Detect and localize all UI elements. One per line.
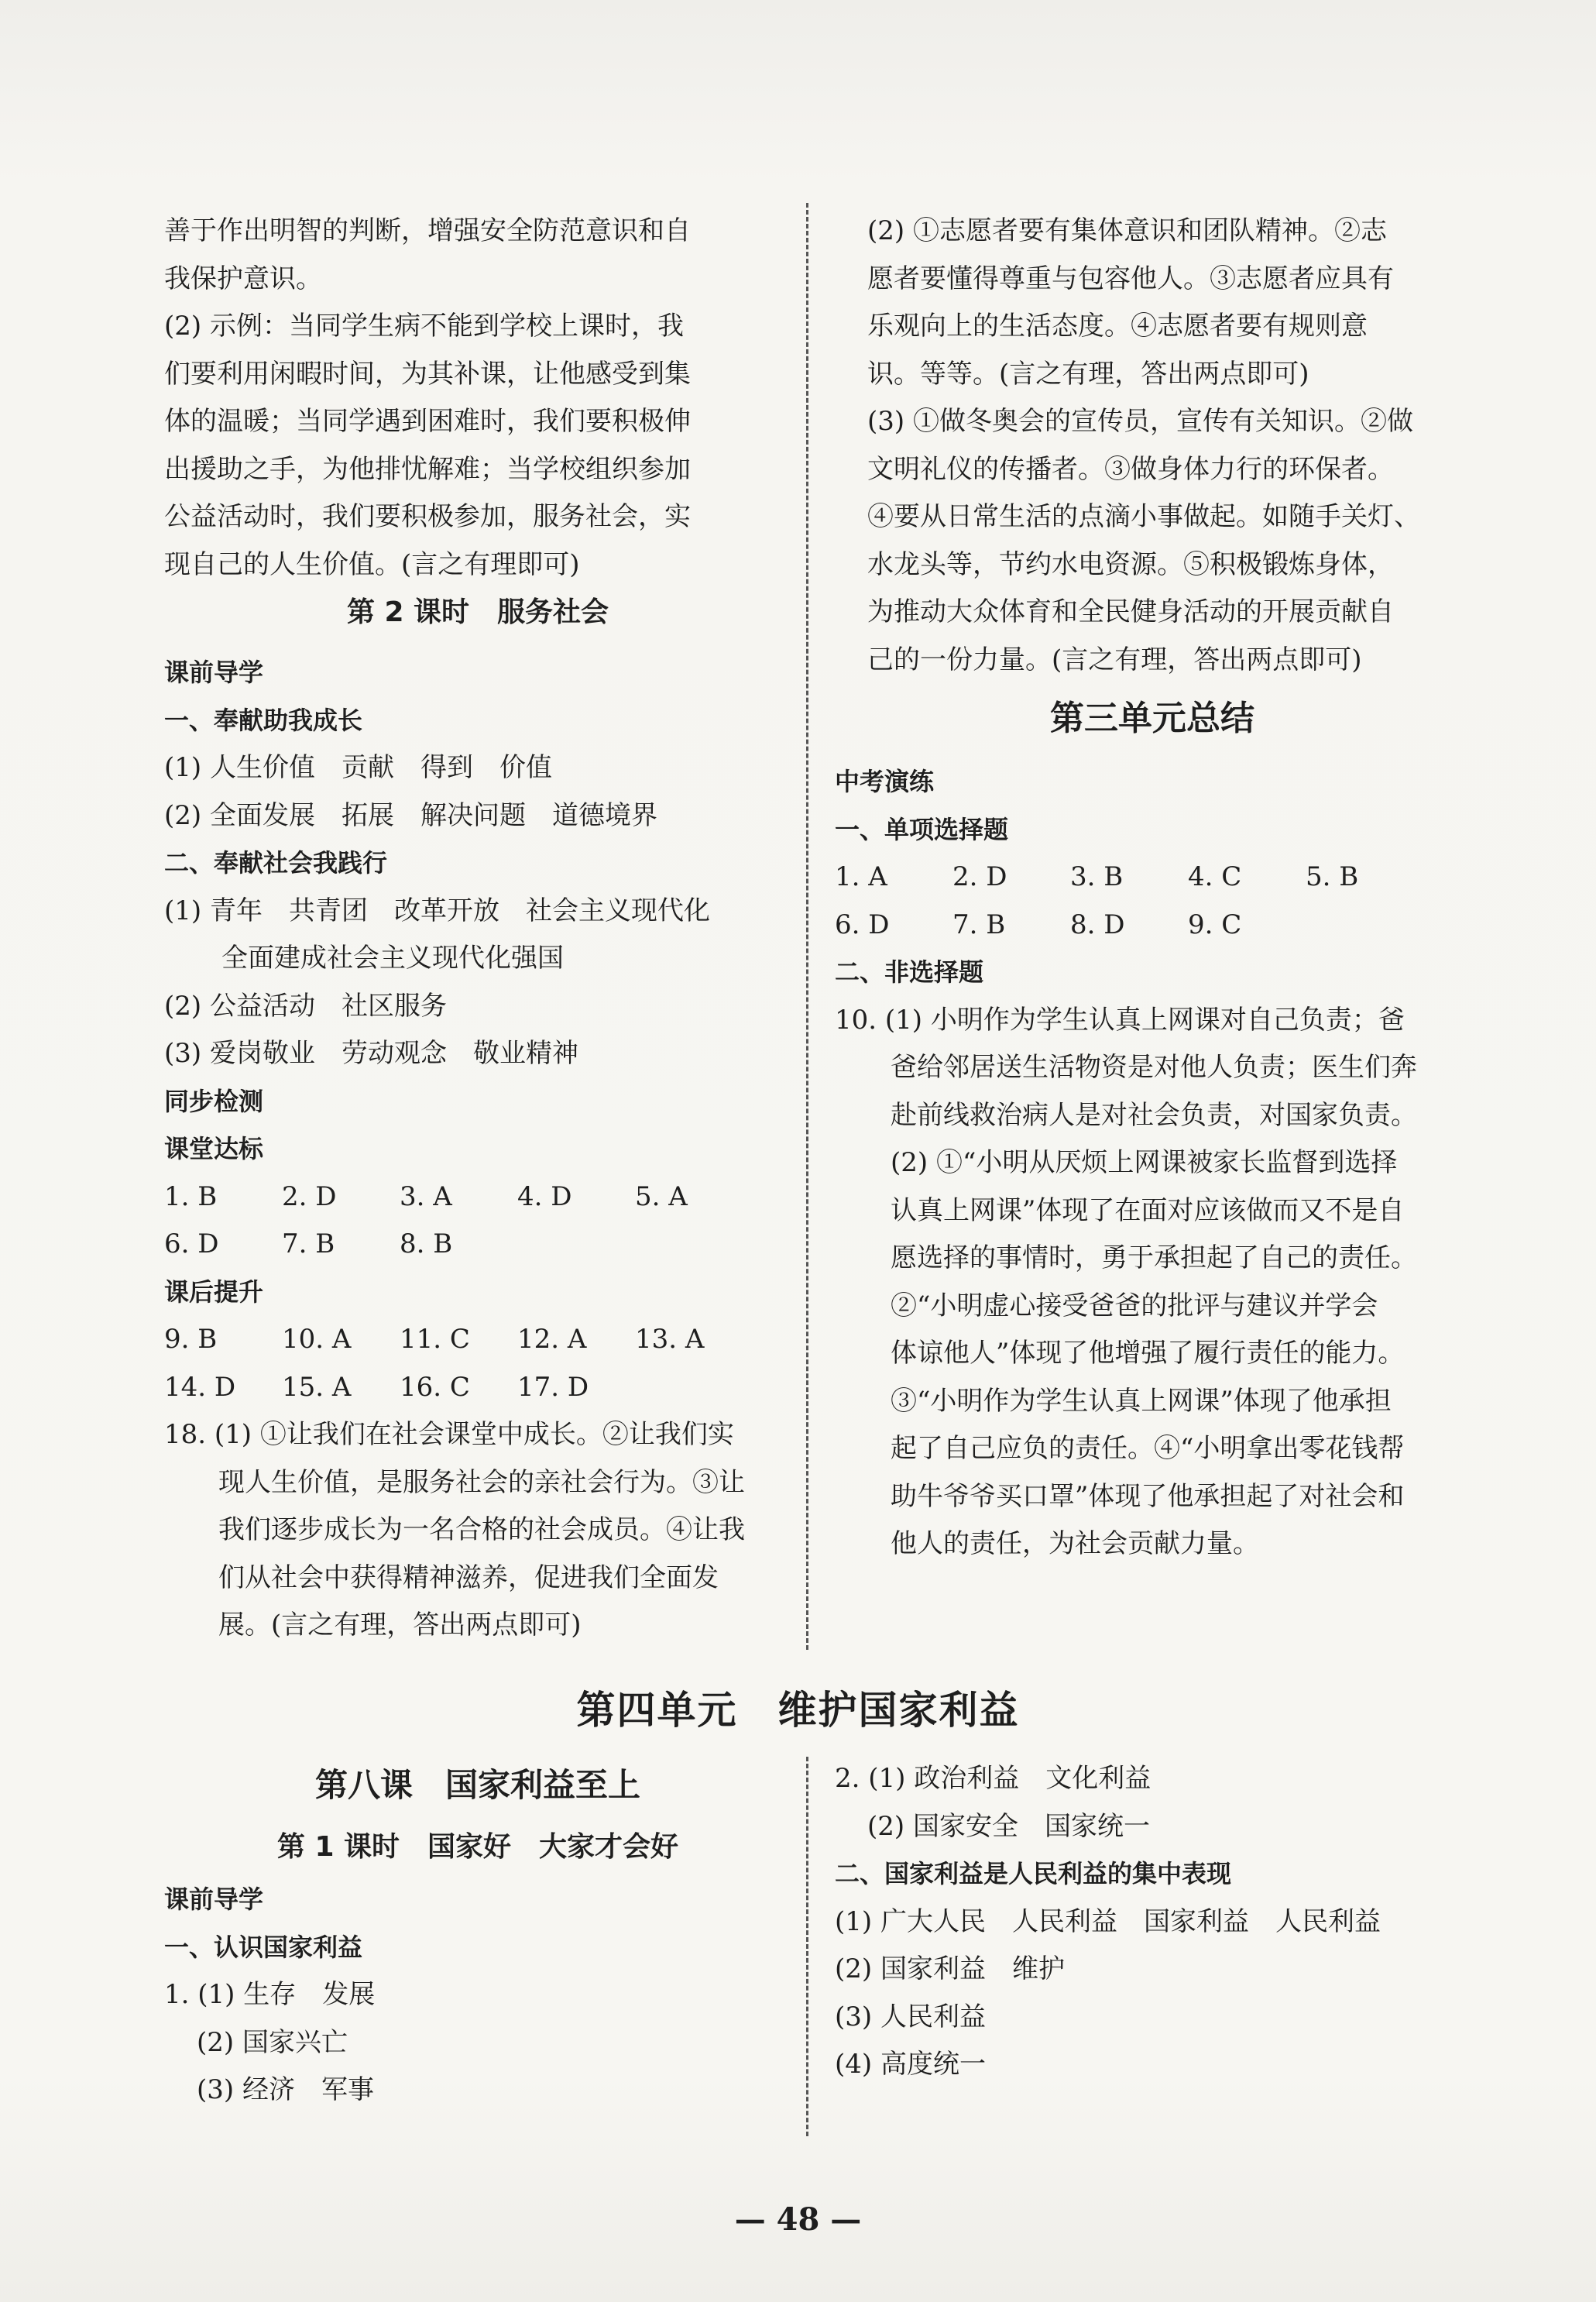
column-divider xyxy=(806,203,808,1650)
section-heading: 一、单项选择题 xyxy=(835,814,1009,844)
text-line: 们要利用闲暇时间，为其补课，让他感受到集 xyxy=(164,358,691,390)
answer: 8. D xyxy=(1070,909,1125,940)
answer-line: (2) 全面发展 拓展 解决问题 道德境界 xyxy=(164,799,657,831)
answer: 6. D xyxy=(164,1228,219,1259)
answer: 10. A xyxy=(282,1324,352,1355)
answer-line: (2) 国家利益 维护 xyxy=(835,1953,1065,1984)
text-line: (2) ①志愿者要有集体意识和团队精神。②志 xyxy=(867,215,1387,246)
text-line: 识。等等。(言之有理，答出两点即可) xyxy=(867,358,1309,390)
section-heading: 中考演练 xyxy=(835,767,935,796)
text-line: 我保护意识。 xyxy=(164,263,322,294)
answer-line: 助牛爷爷买口罩”体现了他承担起了对社会和 xyxy=(891,1480,1405,1512)
left-column-mid xyxy=(164,649,791,1650)
answer: 14. D xyxy=(164,1371,236,1403)
answer: 6. D xyxy=(835,909,890,940)
answer-line: 现人生价值，是服务社会的亲社会行为。③让 xyxy=(218,1466,745,1498)
answer-line: 愿选择的事情时，勇于承担起了自己的责任。 xyxy=(891,1242,1417,1273)
answer: 15. A xyxy=(282,1371,352,1403)
text-line: 出援助之手，为他排忧解难；当学校组织参加 xyxy=(164,453,691,485)
answer-line: (2) 国家兴亡 xyxy=(197,2026,348,2058)
lesson-title: 第八课 国家利益至上 xyxy=(314,1766,640,1804)
text-line: (3) ①做冬奥会的宣传员，宣传有关知识。②做 xyxy=(867,406,1413,437)
answer: 5. B xyxy=(1306,861,1359,892)
answer-line: ②“小明虚心接受爸爸的批评与建议并学会 xyxy=(891,1290,1378,1321)
unit-title: 第四单元 维护国家利益 xyxy=(576,1688,1020,1733)
text-line: 愿者要懂得尊重与包容他人。③志愿者应具有 xyxy=(867,263,1394,294)
section-heading-preview: 课前导学 xyxy=(164,658,264,687)
answer-row xyxy=(164,1173,791,1221)
lesson-title: 第 2 课时 服务社会 xyxy=(346,596,609,628)
answer: 3. B xyxy=(1070,861,1124,892)
section-heading: 一、奉献助我成长 xyxy=(164,705,363,735)
answer: 9. C xyxy=(1188,909,1242,940)
answer-row xyxy=(835,854,1470,902)
answer-row xyxy=(164,1221,791,1269)
answer-line: 认真上网课”体现了在面对应该做而又不是自 xyxy=(891,1194,1405,1226)
answer-line: ③“小明作为学生认真上网课”体现了他承担 xyxy=(891,1385,1392,1417)
answer: 5. A xyxy=(635,1180,688,1212)
answer: 3. A xyxy=(400,1180,452,1212)
answer-line: 赴前线救治病人是对社会负责，对国家负责。 xyxy=(891,1099,1417,1131)
answer: 4. D xyxy=(517,1180,572,1212)
answer: 8. B xyxy=(400,1228,453,1259)
answer: 17. D xyxy=(517,1371,589,1403)
left-column-top xyxy=(164,208,791,637)
section-heading: 一、认识国家利益 xyxy=(164,1932,363,1962)
answer-line: (3) 爱岗敬业 劳动观念 敬业精神 xyxy=(164,1038,578,1069)
text-line: (2) 示例：当同学生病不能到学校上课时，我 xyxy=(164,311,684,342)
answer-line: 们从社会中获得精神滋养，促进我们全面发 xyxy=(218,1562,719,1593)
answer-line: (1) 人生价值 贡献 得到 价值 xyxy=(164,752,552,783)
answer-line: 体谅他人”体现了他增强了履行责任的能力。 xyxy=(891,1338,1405,1369)
answer-line: 1. (1) 生存 发展 xyxy=(164,1979,376,2010)
answer: 4. C xyxy=(1188,861,1242,892)
section-heading: 二、国家利益是人民利益的集中表现 xyxy=(835,1859,1232,1888)
answer-line: (1) 广大人民 人民利益 国家利益 人民利益 xyxy=(835,1905,1381,1937)
text-line: 文明礼仪的传播者。③做身体力行的环保者。 xyxy=(867,453,1394,485)
section-heading: 二、奉献社会我践行 xyxy=(164,848,388,878)
page-number: — 48 — xyxy=(734,2201,862,2238)
text-line: 现自己的人生价值。(言之有理即可) xyxy=(164,548,580,580)
answer-line: 2. (1) 政治利益 文化利益 xyxy=(835,1763,1152,1794)
text-line: ④要从日常生活的点滴小事做起。如随手关灯、 xyxy=(867,501,1420,532)
answer: 2. D xyxy=(282,1180,337,1212)
section-heading: 同步检测 xyxy=(164,1086,264,1116)
answer-line: (2) 公益活动 社区服务 xyxy=(164,990,447,1022)
answer-line: 爸给邻居送生活物资是对他人负责；医生们奔 xyxy=(891,1052,1417,1083)
unit-summary-title: 第三单元总结 xyxy=(1050,699,1254,738)
section-heading: 课后提升 xyxy=(164,1276,264,1307)
column-divider xyxy=(806,1757,808,2136)
answer: 7. B xyxy=(952,909,1006,940)
answer-line: 他人的责任，为社会贡献力量。 xyxy=(891,1528,1259,1559)
answer: 2. D xyxy=(952,861,1007,892)
answer-row xyxy=(164,1316,791,1364)
text-line: 体的温暖；当同学遇到困难时，我们要积极伸 xyxy=(164,406,691,437)
text-line: 乐观向上的生活态度。④志愿者要有规则意 xyxy=(867,311,1368,342)
answer-line: 展。(言之有理，答出两点即可) xyxy=(218,1610,582,1641)
left-column-bottom xyxy=(164,1752,791,2115)
answer: 1. A xyxy=(835,861,887,892)
text-line: 公益活动时，我们要积极参加，服务社会，实 xyxy=(164,501,691,532)
answer: 12. A xyxy=(517,1324,587,1355)
answer-row xyxy=(835,902,1470,950)
answer-line: (3) 人民利益 xyxy=(835,2001,986,2032)
answer-line: 我们逐步成长为一名合格的社会成员。④让我 xyxy=(218,1514,745,1545)
answer-line: (4) 高度统一 xyxy=(835,2049,986,2080)
answer-line: (3) 经济 军事 xyxy=(197,2074,374,2105)
text-line: 水龙头等，节约水电资源。⑤积极锻炼身体， xyxy=(867,548,1394,580)
answer-line: (2) 国家安全 国家统一 xyxy=(867,1810,1150,1842)
answer-line: 10. (1) 小明作为学生认真上网课对自己负责；爸 xyxy=(835,1004,1405,1036)
section-heading: 二、非选择题 xyxy=(835,957,984,987)
answer-line: 全面建成社会主义现代化强国 xyxy=(221,943,564,974)
answer: 7. B xyxy=(282,1228,335,1259)
answer: 13. A xyxy=(635,1324,705,1355)
text-line: 为推动大众体育和全民健身活动的开展贡献自 xyxy=(867,596,1394,627)
answer: 9. B xyxy=(164,1324,218,1355)
answer-row xyxy=(164,1364,791,1412)
answer-line: 18. (1) ①让我们在社会课堂中成长。②让我们实 xyxy=(164,1419,734,1450)
answer-line: (2) ①“小明从厌烦上网课被家长监督到选择 xyxy=(891,1147,1398,1178)
answer: 1. B xyxy=(164,1180,218,1212)
right-column-top xyxy=(835,208,1470,1568)
answer-line: 起了自己应负的责任。④“小明拿出零花钱帮 xyxy=(891,1433,1405,1464)
section-heading: 课前导学 xyxy=(164,1885,264,1914)
text-line: 善于作出明智的判断，增强安全防范意识和自 xyxy=(164,215,691,246)
answer: 16. C xyxy=(400,1371,470,1403)
answer-line: (1) 青年 共青团 改革开放 社会主义现代化 xyxy=(164,895,710,926)
answer: 11. C xyxy=(400,1324,470,1355)
right-column-bottom xyxy=(835,1755,1470,2089)
lesson-subtitle: 第 1 课时 国家好 大家才会好 xyxy=(276,1831,679,1863)
text-line: 己的一份力量。(言之有理，答出两点即可) xyxy=(867,644,1362,675)
section-heading: 课堂达标 xyxy=(164,1134,264,1163)
